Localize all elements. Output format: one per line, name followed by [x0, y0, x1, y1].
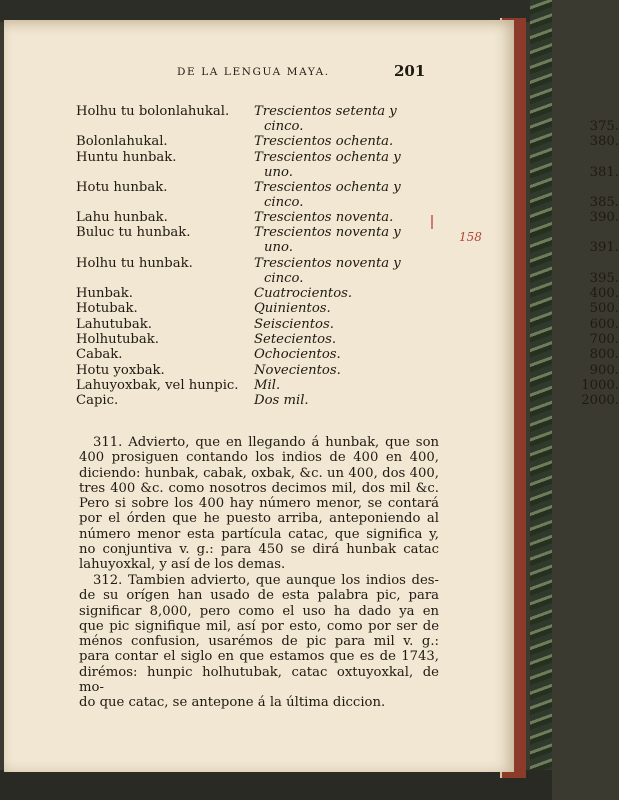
paragraph-line: 311. Advierto, que en llegando á hunbak, que son — [93, 435, 439, 450]
paragraph-line: ménos confusion, usarémos de pic para mil v. g.: — [79, 634, 439, 650]
maya-numeral: Hunbak. — [76, 286, 133, 302]
page-number: 201 — [394, 62, 426, 80]
running-head: DE LA LENGUA MAYA. — [177, 66, 330, 78]
table-row — [72, 179, 619, 210]
maya-numeral: Huntu hunbak. — [76, 149, 177, 165]
spanish-numeral — [254, 331, 619, 347]
paragraph-line: para contar el siglo en que estamos que es de 1743, — [79, 649, 439, 665]
arabic-value: 2000. — [581, 393, 619, 409]
paragraph-line: tres 400 &c. como nosotros decimos mil, dos mil &c. — [79, 480, 439, 496]
maya-numeral: Lahutubak. — [76, 316, 152, 332]
maya-numeral: Hotu yoxbak. — [76, 362, 165, 378]
spanish-numeral — [254, 104, 619, 134]
spanish-numeral-line: uno. — [264, 240, 293, 256]
paragraph-line: que pic signifique mil, así por esto, como por ser de — [79, 618, 439, 634]
spanish-numeral-line: Cuatrocientos. — [254, 286, 353, 302]
spanish-numeral-line: Trescientos noventa y — [254, 255, 401, 271]
spanish-numeral-line: Trescientos noventa. — [254, 210, 394, 226]
maya-numeral: Buluc tu hunbak. — [76, 225, 191, 241]
maya-numeral: Lahu hunbak. — [76, 210, 168, 226]
table-row — [72, 149, 619, 180]
paragraph-line: lahuyoxkal, y así de los demas. — [79, 557, 286, 573]
paragraph-line: dirémos: hunpic holhutubak, catac oxtuyoxkal, de mo- — [79, 664, 439, 696]
spanish-numeral-line: Ochocientos. — [254, 347, 341, 363]
book-page — [4, 20, 619, 772]
spanish-numeral — [254, 149, 619, 180]
arabic-value: 385. — [589, 194, 619, 210]
paragraph-line: do que catac, se antepone á la última diccion. — [79, 695, 386, 711]
arabic-value: 391. — [589, 240, 619, 256]
paragraph-line: diciendo: hunbak, cabak, oxbak, &c. un 400, dos 400, — [79, 465, 439, 481]
table-row — [72, 331, 619, 347]
spanish-numeral — [254, 286, 619, 302]
spanish-numeral-line: cinco. — [264, 270, 304, 286]
book-cover-edge — [530, 0, 552, 800]
spanish-numeral — [254, 377, 619, 393]
paragraph-311 — [79, 435, 439, 573]
table-row — [72, 301, 619, 317]
maya-numeral: Holhutubak. — [76, 331, 159, 347]
spanish-numeral-line: cinco. — [264, 119, 304, 134]
spanish-numeral-line: cinco. — [264, 194, 304, 210]
maya-numeral: Hotu hunbak. — [76, 179, 168, 195]
spanish-numeral-line: Quinientos. — [254, 301, 331, 317]
paragraph-line: de su orígen han usado de esta palabra pic, para — [79, 588, 439, 604]
arabic-value: 700. — [589, 331, 619, 347]
table-row — [72, 316, 619, 332]
table-row — [72, 377, 619, 393]
arabic-value: 395. — [589, 270, 619, 286]
spanish-numeral-line: Mil. — [254, 377, 281, 393]
spanish-numeral-line: Trescientos ochenta. — [254, 134, 394, 150]
paragraph-line: significar 8,000, pero como el uso ha dado ya en — [79, 603, 439, 619]
spanish-numeral — [254, 362, 619, 378]
maya-numeral: Capic. — [76, 393, 119, 409]
arabic-value: 375. — [589, 119, 619, 134]
maya-numeral: Bolonlahukal. — [76, 134, 168, 150]
arabic-value: 500. — [589, 301, 619, 317]
table-row — [72, 104, 619, 134]
spanish-numeral-line: Trescientos ochenta y — [254, 149, 401, 165]
scan-background-bottom — [0, 770, 552, 800]
paragraph-line: por el órden que he puesto arriba, anteponiendo al — [79, 511, 439, 527]
maya-numeral: Holhu tu hunbak. — [76, 255, 193, 271]
paragraph-line: no conjuntiva v. g.: para 450 se dirá hunbak catac — [79, 542, 439, 558]
maya-numeral: Cabak. — [76, 347, 123, 363]
spanish-numeral-line: Trescientos ochenta y — [254, 179, 401, 195]
paragraph-312 — [79, 573, 439, 711]
arabic-value: 390. — [589, 210, 619, 226]
maya-numeral: Holhu tu bolonlahukal. — [76, 104, 230, 119]
margin-note: 158 — [459, 230, 482, 244]
arabic-value: 400. — [589, 286, 619, 302]
spanish-numeral-line: Trescientos noventa y — [254, 225, 401, 241]
spanish-numeral-line: Dos mil. — [254, 393, 309, 409]
arabic-value: 900. — [589, 362, 619, 378]
table-row — [72, 255, 619, 286]
table-row — [72, 134, 619, 150]
arabic-value: 800. — [589, 347, 619, 363]
spanish-numeral-line: Novecientos. — [254, 362, 341, 378]
spanish-numeral-line: Seiscientos. — [254, 316, 334, 332]
arabic-value: 600. — [589, 316, 619, 332]
spanish-numeral-line: Trescientos setenta y — [254, 104, 397, 119]
table-row — [72, 210, 619, 226]
spanish-numeral — [254, 210, 619, 226]
paragraph-line: número menor esta partícula catac, que significa y, — [79, 526, 439, 542]
spanish-numeral-line: uno. — [264, 164, 293, 180]
paragraph-line: 400 prosiguen contando los indios de 400 en 400, — [79, 450, 439, 466]
paragraph-line: Pero si sobre los 400 hay número menor, se contará — [79, 496, 439, 512]
table-row — [72, 347, 619, 363]
paragraph-line: 312. Tambien advierto, que aunque los indios des- — [93, 573, 439, 588]
maya-numeral: Lahuyoxbak, vel hunpic. — [76, 377, 239, 393]
table-row — [72, 393, 619, 409]
pencil-mark — [431, 215, 436, 229]
spanish-numeral — [254, 179, 619, 210]
spanish-numeral — [254, 301, 619, 317]
arabic-value: 380. — [589, 134, 619, 150]
spanish-numeral — [254, 393, 619, 409]
arabic-value: 381. — [589, 164, 619, 180]
maya-numeral: Hotubak. — [76, 301, 138, 317]
table-row — [72, 286, 619, 302]
spanish-numeral — [254, 316, 619, 332]
spanish-numeral — [254, 347, 619, 363]
arabic-value: 1000. — [581, 377, 619, 393]
spanish-numeral-line: Setecientos. — [254, 331, 337, 347]
spanish-numeral — [254, 255, 619, 286]
page-header — [4, 62, 514, 86]
table-row — [72, 362, 619, 378]
scan-background-top — [0, 0, 552, 22]
spanish-numeral — [254, 134, 619, 150]
